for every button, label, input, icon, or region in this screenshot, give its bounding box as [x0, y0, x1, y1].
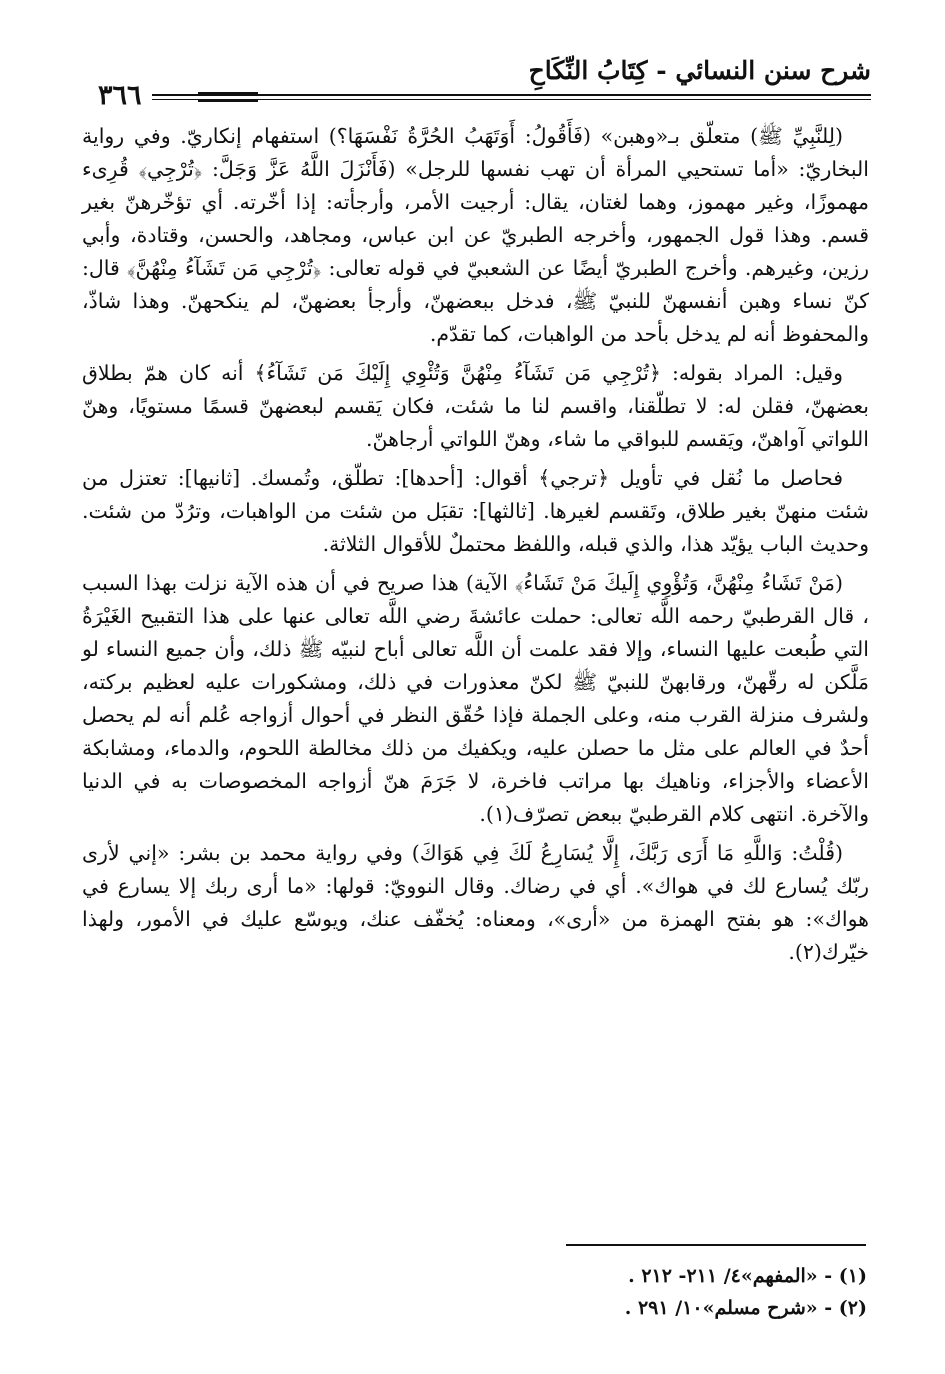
main-text: [82, 120, 869, 975]
footnote: (٢) - «شرح مسلم»١٠/ ٢٩١ .: [624, 1297, 867, 1319]
page-number: ٣٦٦: [88, 80, 152, 111]
paragraph: فحاصل ما نُقل في تأويل ﴿ترجي﴾ أقوال: [أحدها]: تطلّق، وتُمسك. [ثانيها]: تعتزل من شئت منهنّ بغير طلاق، وتَقسم لغيرها. [ثالثها]: تقبَل من شئت من الواهبات، وترُدّ من شئت. وحديث الباب يؤيّد هذا، والذي قبله، واللفظ محتملٌ للأقوال الثلاثة.: [82, 466, 869, 556]
running-title: شرح سنن النسائي - كِتَابُ النِّكَاحِ: [528, 56, 871, 85]
page-number-ornament: [198, 92, 258, 106]
page-header: [88, 52, 871, 111]
footnote: (١) - «المفهم»٤/ ٢١١- ٢١٢ .: [628, 1265, 867, 1287]
paragraph: (قُلْتُ: وَاللَّهِ مَا أَرَى رَبَّكَ، إِلَّا يُسَارِعُ لَكَ فِي هَوَاكَ) وفي رواية محمد بن بشر: «إني لأرى ربّك يُسارع لك في هواك». أي في رضاك. وقال النوويّ: قولها: «ما أرى ربك إلا يسارع في هواك»: هو بفتح الهمزة من «أرى»، ومعناه: يُخفّف عنك، ويوسّع عليك في الأمور، ولهذا خيّرك(٢).: [82, 841, 869, 964]
footnote-separator: [566, 1244, 866, 1246]
paragraph: (مَنْ تَشَاءُ مِنْهُنَّ، وَتُؤْوِي إِلَيكَ مَنْ تَشَاءُ﴾ الآية) هذا صريح في أن هذه الآية نزلت بهذا السبب ، قال القرطبيّ رحمه اللَّه تعالى: حملت عائشةَ رضي اللَّه تعالى عنها على هذا التقبيح الغَيْرَةُ التي طُبعت عليها النساء، وإلا فقد علمت أن اللَّه تعالى أباح لنبيّه ﷺ ذلك، وأن جميع النساء لو مَلَّكن له رقّهنّ، ورقابهنّ للنبيّ ﷺ لكنّ معذورات في ذلك، ومشكورات عليه لعظيم بركته، ولشرف منزلة القرب منه، وعلى الجملة فإذا حُقّق النظر في أحوال أزواجه عُلم أنه لم يحصل أحدٌ في العالم على مثل ما حصلن عليه، ويكفيك من ذلك مخالطة اللحوم، والدماء، ومشابكة الأعضاء والأجزاء، وناهيك بها مراتب فاخرة، لا جَرَمَ هنّ أزواجه المخصوصات به في الدنيا والآخرة. انتهى كلام القرطبيّ ببعض تصرّف(١).: [82, 571, 869, 826]
paragraph: وقيل: المراد بقوله: ﴿تُرْجِي مَن تَشَآءُ مِنْهُنَّ وَتُئْوِي إِلَيْكَ مَن تَشَآءُ﴾ أنه كان همّ بطلاق بعضهنّ، فقلن له: لا تطلّقنا، واقسم لنا ما شئت، فكان يَقسم لبعضهنّ قسمًا مستويًا، وهنّ اللواتي آواهنّ، ويَقسم للبواقي ما شاء، وهنّ اللواتي أرجاهنّ.: [82, 361, 869, 451]
paragraph: (لِلنَّبِيِّ ﷺ) متعلّق بـ«وهبن» (فَأَقُولُ: أَوَتَهَبُ الحُرَّةُ نَفْسَهَا؟) استفهام إنكاريّ. وفي رواية البخاريّ: «أما تستحيي المرأة أن تهب نفسها للرجل» (فَأَنْزَلَ اللَّهُ عَزَّ وَجَلَّ: ﴿تُرْجِي﴾ قُرِىء مهموزًا، وغير مهموز، وهما لغتان، يقال: أرجيت الأمر، وأرجأته: إذا أخّرته. أي تؤخّرهنّ بغير قسم. وهذا قول الجمهور، وأخرجه الطبريّ عن ابن عباس، ومجاهد، والحسن، وقتادة، وأبي رزين، وغيرهم. وأخرج الطبريّ أيضًا عن الشعبيّ في قوله تعالى: ﴿تُرْجِي مَن تَشَآءُ مِنْهُنَّ﴾ قال: كنّ نساء وهبن أنفسهنّ للنبيّ ﷺ، فدخل ببعضهنّ، وأرجأ بعضهنّ، لم ينكحهنّ. وهذا شاذّ، والمحفوظ أنه لم يدخل بأحد من الواهبات، كما تقدّم.: [82, 124, 869, 346]
footnotes: [82, 1260, 867, 1324]
